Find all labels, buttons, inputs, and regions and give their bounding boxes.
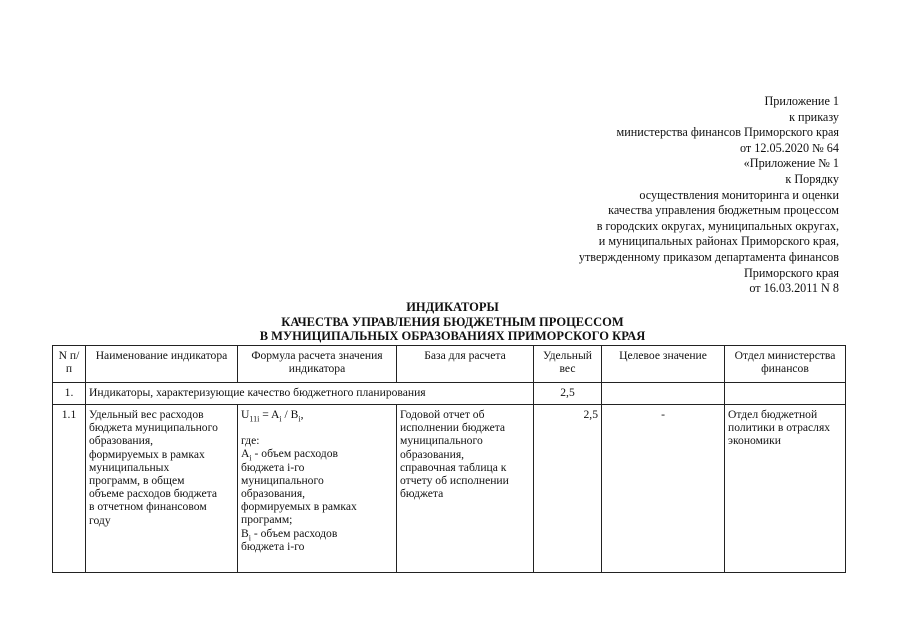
- text-line: образования,: [89, 434, 154, 448]
- title-line: КАЧЕСТВА УПРАВЛЕНИЯ БЮДЖЕТНЫМ ПРОЦЕССОМ: [281, 314, 624, 329]
- formula-subscript: i: [298, 414, 301, 424]
- text-line: Отдел бюджетной: [728, 408, 818, 421]
- text-line: где:: [241, 434, 260, 448]
- text-line: формируемых в рамках: [241, 500, 357, 514]
- text-line: [241, 527, 393, 540]
- text-line: образования,: [241, 487, 306, 501]
- header-line: утвержденному приказом департамента финансов: [578, 249, 839, 264]
- indicator-target: -: [602, 405, 725, 573]
- formula-line: [241, 408, 393, 424]
- table-header-row: [53, 346, 846, 383]
- header-line: Приложение 1: [764, 94, 839, 108]
- column-header-name: Наименование индикатора: [86, 346, 238, 383]
- text-line: исполнении бюджета: [400, 421, 506, 435]
- text-line: программ;: [241, 513, 293, 527]
- column-header-formula: Формула расчета значения индикатора: [238, 346, 397, 383]
- column-header-num: N п/п: [53, 346, 86, 383]
- header-line: от 12.05.2020 № 64: [739, 140, 839, 155]
- text-line: [241, 447, 393, 463]
- column-header-target: Целевое значение: [602, 346, 725, 383]
- text-line: бюджета: [400, 487, 444, 501]
- text-line: муниципального: [400, 434, 483, 448]
- formula-part: U: [241, 408, 250, 421]
- text-line: отчету об исполнении: [400, 474, 509, 488]
- text-line: объеме расходов бюджета: [89, 487, 217, 501]
- group-weight: 2,5: [534, 383, 602, 405]
- row-number: 1.1: [53, 405, 86, 573]
- text-line: политики в отраслях: [728, 421, 831, 435]
- text-line: формируемых в рамках: [89, 447, 205, 461]
- text-line: бюджета i-го: [241, 460, 305, 474]
- formula-subscript: i: [248, 532, 251, 542]
- header-line: и муниципальных районах Приморского края,: [598, 234, 839, 249]
- text-line: Удельный вес расходов: [89, 408, 204, 421]
- formula-part: / B: [281, 408, 299, 421]
- text-line: году: [89, 513, 111, 527]
- header-line: в городских округах, муниципальных округах,: [596, 218, 839, 233]
- formula-part: - объем расходов: [251, 447, 338, 461]
- column-header-base: База для расчета: [397, 346, 534, 383]
- indicator-formula: [238, 405, 397, 573]
- header-line: к Порядку: [785, 171, 839, 186]
- header-line: осуществления мониторинга и оценки: [639, 187, 839, 202]
- row-number: 1.: [53, 383, 86, 405]
- formula-part: ,: [300, 408, 304, 421]
- header-line: от 16.03.2011 N 8: [749, 281, 839, 296]
- text-line: муниципального: [241, 473, 324, 487]
- column-header-dept: Отдел министерства финансов: [725, 346, 846, 383]
- header-line: Приморского края: [744, 265, 839, 280]
- text-line: программ, в общем: [89, 474, 185, 488]
- text-line: бюджета муниципального: [89, 421, 218, 435]
- formula-part: B: [241, 526, 249, 540]
- formula-subscript: 11i: [249, 414, 260, 424]
- calculation-base: [397, 405, 534, 573]
- text-line: справочная таблица к: [400, 460, 507, 474]
- text-line: экономики: [728, 434, 781, 448]
- header-line: «Приложение № 1: [743, 156, 839, 171]
- text-line: Годовой отчет об: [400, 408, 485, 421]
- responsible-department: [725, 405, 846, 573]
- column-header-weight: Удельный вес: [534, 346, 602, 383]
- formula-part: A: [241, 447, 250, 461]
- indicator-name: [86, 405, 238, 573]
- header-line: к приказу: [789, 109, 839, 124]
- group-title: Индикаторы, характеризующие качество бюджетного планирования: [86, 383, 534, 405]
- formula-part: = A: [259, 408, 280, 421]
- text-line: образования,: [400, 447, 465, 461]
- appendix-header: [579, 94, 839, 297]
- text-line: бюджета i-го: [241, 539, 305, 553]
- document-title: [0, 300, 905, 344]
- title-line: В МУНИЦИПАЛЬНЫХ ОБРАЗОВАНИЯХ ПРИМОРСКОГО КРАЯ: [259, 329, 646, 343]
- formula-part: - объем расходов: [250, 526, 338, 540]
- formula-subscript: i: [249, 453, 252, 463]
- text-line: в отчетном финансовом: [89, 500, 207, 514]
- header-line: министерства финансов Приморского края: [616, 125, 839, 140]
- header-line: качества управления бюджетным процессом: [608, 203, 839, 218]
- title-line: ИНДИКАТОРЫ: [406, 300, 499, 314]
- text-line: муниципальных: [89, 460, 170, 474]
- table-row-1-1: [53, 405, 846, 573]
- blank-line: [241, 421, 393, 434]
- formula-subscript: i: [279, 414, 282, 424]
- indicator-weight: 2,5: [534, 405, 602, 573]
- group-target: [602, 383, 725, 405]
- group-dept: [725, 383, 846, 405]
- table-row-group-1: [53, 383, 846, 405]
- indicators-table: [52, 345, 846, 573]
